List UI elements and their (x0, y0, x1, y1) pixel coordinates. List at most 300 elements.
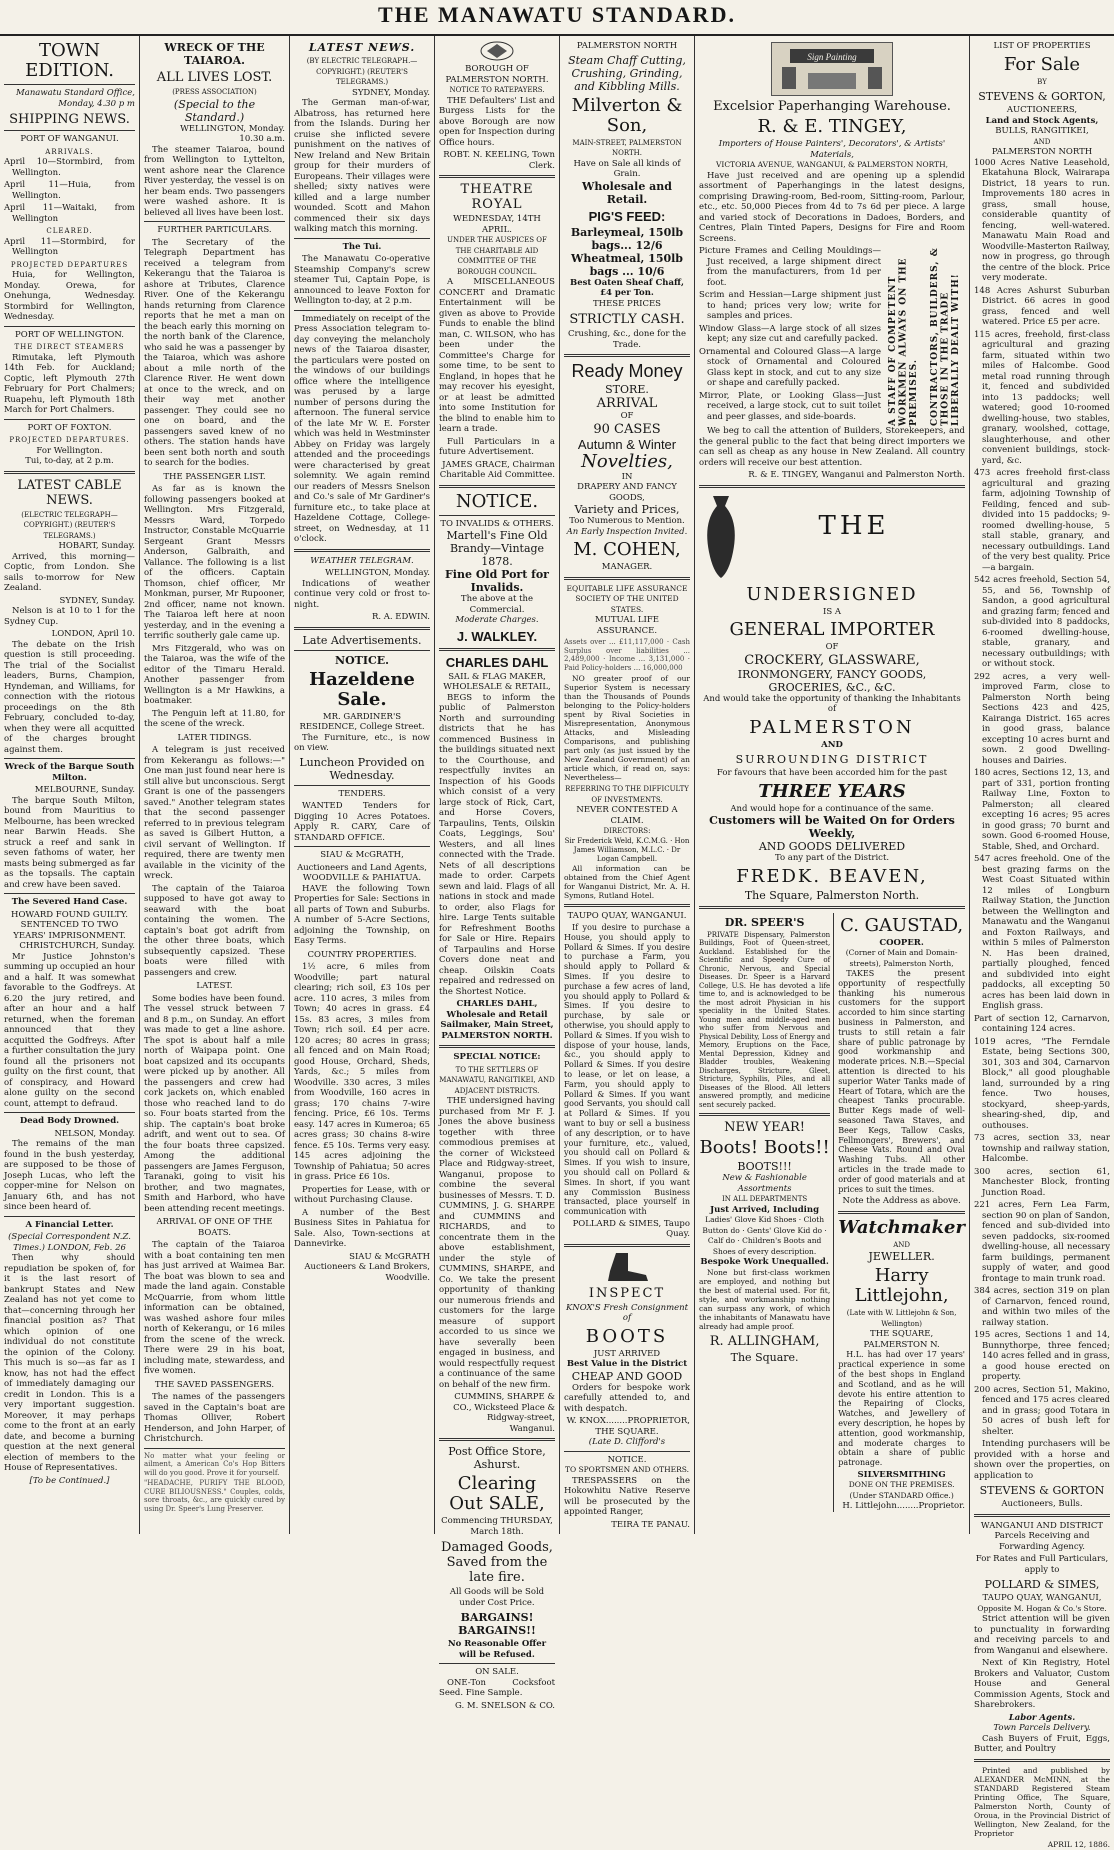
theatre-title: THEATRE ROYAL (439, 182, 555, 212)
post-office-title: Post Office Store, Ashurst. (439, 1445, 555, 1471)
property-item: 221 acres, Fern Lea Farm, section 90 on plan of Sandon, fenced and sub-divided into seven paddocks, six-roomed dwelling-house, all necessary farm buildings, permanent supply of water, and good frontage to main trunk road. (974, 1200, 1110, 1284)
residence-line: MR. GARDINER'S RESIDENCE, College Street. (294, 712, 430, 733)
saved-title: THE SAVED PASSENGERS. (144, 1380, 285, 1391)
dahl-title: CHARLES DAHL (439, 655, 555, 670)
opposite-line: Opposite M. Hogan & Co.'s Store. (974, 1604, 1110, 1615)
weather-sig: R. A. EDWIN. (294, 612, 430, 623)
crockery-line: CROCKERY, GLASSWARE, (699, 653, 965, 668)
directors-text: Sir Frederick Weld, K.C.M.G. · Hon James Williamson, M.L.C. · Dr Logan Campbell. (564, 837, 690, 864)
beaven-header (699, 492, 965, 582)
chaff-line: Steam Chaff Cutting, Crushing, Grinding, and Kibbling Mills. (564, 54, 690, 93)
new-year-title: NEW YEAR! (699, 1120, 830, 1135)
allingham-sig: R. ALLINGHAM, (699, 1334, 830, 1349)
referring-line: REFERRING TO THE DIFFICULTY OF INVESTMENTS. (564, 784, 690, 805)
financial-text: Then why should repudiation be spoken of, for it is the last resort of bankrupt States and New Zealand has not yet come to that—concerning through her financial position as? That which opinion of one individual do not constitute the opinion of the Colony. This much is so—as far as I know, has not had the effect of immediately damaging our credit in London. This is a very important suggestion. Moreover, it may perhaps come to the front at an early date, and become a burning question at the next general election of members to the House of Representatives. (4, 1253, 135, 1474)
trespassers-text: TRESPASSERS on the Hokowhitu Native Reserve will be prosecuted by the appointed Ranger, (564, 1476, 690, 1518)
of-line: OF (564, 411, 690, 422)
too-line: Too Numerous to Mention. (564, 516, 690, 527)
address-line: VICTORIA AVENUE, WANGANUI, & PALMERSTON NORTH, (699, 160, 965, 171)
keeling-sig: ROBT. N. KEELING, Town Clerk. (439, 150, 555, 171)
above-line: The above at the Commercial. (439, 594, 555, 615)
edition-title: TOWN EDITION. (4, 41, 135, 81)
property-item: 1000 Acres Native Leasehold, Ekatahuna Block, Wairarapa District, 18 years to run. Improvements 180 acres in grass, small house, considerable quantity of fencing, well-watered. Manawatu Main Road and Woodville-Masterton Railway, now in progress, go through the centre of the block. Price very moderate. (974, 158, 1110, 284)
notice-2-title: NOTICE. (439, 492, 555, 512)
siau-sig-2: Auctioneers & Land Brokers, Woodville. (294, 1262, 430, 1283)
property-item: 195 acres, Sections 1 and 14, Bunnythorpe, three fenced; 140 acres felled and in grass, a good house erected on property. (974, 1330, 1110, 1383)
passenger-text-2: Mrs Fitzgerald, who was on the Taiaroa, was the wife of the editor of the Timaru Herald. Another passenger from Wellington is a Mr Hawkins, a boatmaker. (144, 644, 285, 707)
martell-line: Martell's Fine Old Brandy—Vintage 1878. (439, 529, 555, 568)
wellington-time: 10.30 a.m. (144, 134, 285, 145)
tui-text: The Manawatu Co-operative Steamship Company's screw steamer Tui, Captain Pope, is announced to leave Foxton for Wellington to-day, at 2 p.m. (294, 254, 430, 307)
column-5 (560, 36, 695, 1534)
prices-line: THESE PRICES (564, 299, 690, 310)
weather-title: WEATHER TELEGRAM. (294, 556, 430, 567)
importers-line: Importers of House Painters', Decorators', & Artists' Materials, (699, 139, 965, 160)
barley-line: Barleymeal, 150lb bags... 12/6 (564, 226, 690, 252)
no-offer-line: No Reasonable Offer will be Refused. (439, 1639, 555, 1660)
hope-line: And would hope for a continuance of the same. (699, 804, 965, 815)
littlejohn-text: H.L. has had over 17 years' practical experience in some of the best shops in England and Scotland, and as he will devote his entire attention to the Repairing of Clocks, Watches, and Jewellery of every description, he hopes by attention, good workmanship, and moderate charges to obtain a share of public patronage. (838, 1350, 965, 1468)
of-line: OF (699, 642, 965, 653)
wreck-milton-title: Wreck of the Barque South Milton. (4, 762, 135, 783)
inspect-title: INSPECT (564, 1286, 690, 1301)
small-ad-2: "HEADACHE, PURIFY THE BLOOD, CURE BILIOUSNESS." Couples, colds, sore throats, &c., are quickly cured by using Dr. Speer's Lung Preserver. (144, 1479, 285, 1513)
sydney-text: Nelson is at 10 to 1 for the Sydney Cup. (4, 606, 135, 627)
invalids-line: TO INVALIDS & OTHERS. (439, 519, 555, 530)
dahl-text: BEGS to inform the public of Palmerston North and surrounding districts that he has commenced Business in the buildings situated next to the Courthouse, and respectfully invites an Inspection of his Goods which consist of a very large stock of Rick, Cart, and Horse Covers, Tarpaulins, Tents, Oilskin Coats, Leggings, Sou' Westers, and all lines connected with the Trade. Nets of all descriptions made to order. Carpets sewn and laid. Flags of all nations in stock and made to order, also Flags for hire. Large Tents suitable for Refreshment Booths for Sale or Hire. Repairs of Tarpaulins and Horse Covers done neat and cheap. Oilskin Coats repaired and redressed on the Shortest Notice. (439, 693, 555, 998)
latest-credit: (BY ELECTRIC TELEGRAPH.—COPYRIGHT.) (REUTER'S TELEGRAMS.) (294, 56, 430, 88)
variety-line: Variety and Prices, (564, 503, 690, 516)
arrival-entry: April 10—Stormbird, from Wellington. (4, 157, 135, 178)
cleared-label: CLEARED. (4, 226, 135, 237)
info-text: All information can be obtained from the Chief Agent for Wanganui District, Mr. A. H. Symons, Rutland Hotel. (564, 864, 690, 900)
cleared-entry: April 11—Stormbird, for Wellington (4, 237, 135, 258)
borough-title: BOROUGH OF PALMERSTON NORTH. (439, 64, 555, 85)
jeweller-line: JEWELLER. (838, 1250, 965, 1263)
hobart-dateline: HOBART, Sunday. (4, 541, 135, 552)
by-line: BY (974, 77, 1110, 88)
cooper-line: COOPER. (838, 938, 965, 949)
property-item: 547 acres freehold. One of the best grazing farms on the West Coast Situated within 12 miles of Longburn Railway Station, the Junction between the Wellington and Manawatu and the Wanganui and Foxton Railways, and within 5 miles of Palmerston N. Has been drained, partially ploughed, fenced and subdivided into eight paddocks, all excepting 50 acres has been laid down in English grass. (974, 854, 1110, 1012)
any-part-line: To any part of the District. (699, 853, 965, 864)
milverton-title: Milverton & Son, (564, 96, 690, 136)
tingey-sig: R. & E. TINGEY, Wanganui and Palmerston North. (699, 470, 965, 481)
dahl-sig: CHARLES DAHL, Wholesale and Retail Sailmaker, Main Street, PALMERSTON NORTH. (439, 999, 555, 1041)
later-title: LATER TIDINGS. (144, 733, 285, 744)
beaven-addr: The Square, Palmerston North. (699, 889, 965, 902)
groceries-line: GROCERIES, &C., &C. (699, 681, 965, 694)
land-stock-line: Land and Stock Agents, (974, 116, 1110, 127)
on-sale-label: ON SALE. (439, 1667, 555, 1678)
tingey-list (699, 246, 881, 426)
boots-title: BOOTS (564, 1327, 690, 1347)
siau-sub: Auctioneers and Land Agents, WOODVILLE & PAHIATUA. (294, 863, 430, 884)
printed-text: Printed and published by ALEXANDER McMINN, at the STANDARD Registered Steam Printing Office, The Square, Palmerston North, County of Oroua, in the Provincial District of Wellington, New Zealand, for the Proprietor (974, 1766, 1110, 1838)
port-line: Fine Old Port for Invalids. (439, 568, 555, 594)
cummins-sig: CUMMINS, SHARPE & CO., Wicksteed Place & Ridgway-street, Wanganui. (439, 1392, 555, 1434)
taupo-title: TAUPO QUAY, WANGANUI. (564, 911, 690, 922)
window-item: Window Glass—A large stock of all sizes kept; any size cut and carefully packed. (699, 324, 881, 345)
all-goods-line: All Goods will be Sold under Cost Price. (439, 1587, 555, 1608)
snelson-sig: G. M. SNELSON & CO. (439, 1701, 555, 1712)
pn-label: PALMERSTON NORTH (564, 41, 690, 52)
sydney-dateline: SYDNEY, Monday. (294, 88, 430, 99)
property-item: 148 Acres Ashurst Suburban District. 66 acres in good grass, fenced and well watered. Price £5 per acre. (974, 286, 1110, 328)
late-ads-title: Late Advertisements. (294, 634, 430, 647)
favours-line: For favours that have been accorded him for the past (699, 768, 965, 779)
all-depts-line: IN ALL DEPARTMENTS (699, 1194, 830, 1205)
the-square-line: THE SQUARE, PALMERSTON N. (838, 1329, 965, 1350)
office-line: Manawatu Standard Office, (4, 88, 135, 99)
knox-sig: W. KNOX........PROPRIETOR, (564, 1416, 690, 1427)
wanganui-port-title: PORT OF WANGANUI. (4, 134, 135, 145)
allingham-square: The Square. (699, 1351, 830, 1364)
littlejohn-title: Harry Littlejohn, (838, 1266, 965, 1306)
gaustad-block (838, 913, 965, 1512)
parcels-title: WANGANUI AND DISTRICT Parcels Receiving and Forwarding Agency. (974, 1521, 1110, 1553)
undersigned-title: UNDERSIGNED (699, 585, 965, 605)
cash-line: STRICTLY CASH. (564, 312, 690, 327)
arrival-boat-text: The captain of the Taiaroa with a boat containing ten men has just arrived at Waimea Bar. The boat was blown to sea and made the land again. Constable McQuarrie, from whom little information can be obtained, was washed ashore four miles north of Kekerangu, or 16 miles from the scene of the wreck. There were 29 in his boat, including mate, stewardess, and five women. (144, 1240, 285, 1377)
watchmaker-title: Watchmaker (838, 1218, 965, 1238)
property-item: 300 acres, section 61, Manchester Block, fronting Junction Road. (974, 1167, 1110, 1199)
albatross-text: The German man-of-war, Albatross, has returned here from the Islands. During her cruise she inflicted severe punishment on the natives of New Ireland and New Britain group for their murders of Europeans. Their villages were shelled; sixty natives were killed and a large number wounded. Scott and Mahon commenced their six days walking match this morning. (294, 98, 430, 235)
the-line: THE (743, 512, 965, 540)
three-years-line: THREE YEARS (699, 782, 965, 802)
speer-block (699, 913, 834, 1512)
wholesale-line: Wholesale and Retail. (564, 180, 690, 206)
london-text: The debate on the Irish question is still proceeding. The trial of the Socialist leaders, Burns, Champion, Hyndeman, and Williams, for connection with the riotous proceedings on the 8th February, concluded to-day, when they were all acquitted of the charges brought against them. (4, 640, 135, 756)
general-importer: GENERAL IMPORTER (699, 620, 965, 640)
strict-text: Strict attention will be given to punctuality in forwarding and receiving parcels to and from Wanganui and elsewhere. (974, 1614, 1110, 1656)
surrounding-line: SURROUNDING DISTRICT (699, 753, 965, 766)
lease-text: Properties for Lease, with or without Purchasing Clause. (294, 1185, 430, 1206)
side-banner-2-text: CONTRACTORS, BUILDERS, & THOSE IN THE TRADE LIBERALLY DEALT WITH! (930, 246, 962, 426)
country-title: COUNTRY PROPERTIES. (294, 950, 430, 961)
further-text: The Secretary of the Telegraph Department has received a telegram from Kekerangu that the Taiaroa is ashore at Tributes, Clarence River. One of the Kekerangu hands returning from Clarence reports that he met a man on the beach early this morning on the north bank of the Clarence, who said he was a passenger by the Taiaroa, which was ashore about a mile north of the Clarence River. He went down at once to the wreck, and on their way met another passenger. They could see no one on board, and the passengers saved knew of no others. The station hands have been sent both north and south to search for the bodies. (144, 238, 285, 469)
shipping-title: SHIPPING NEWS. (4, 112, 135, 127)
attention-text: We beg to call the attention of Builders, Storekeepers, and the general public to the fact that being direct importers we can sell as cheap as any house in New Zealand. All country orders will receive our best attention. (699, 426, 965, 468)
just-arrived-line: Just Arrived, Including (699, 1205, 830, 1216)
beaven-sig: FREDK. BEAVEN, (699, 867, 965, 887)
intending-text: Intending purchasers will be provided with a horse and shown over the properties, on application to (974, 1439, 1110, 1481)
and-line: AND (974, 137, 1110, 148)
square-line: THE SQUARE. (564, 1427, 690, 1438)
boot-illustration-icon (602, 1251, 652, 1283)
printed-date: APRIL 12, 1886. (974, 1840, 1110, 1850)
oaten-line: Best Oaten Sheaf Chaff, £4 per Ton. (564, 278, 690, 299)
column-6 (695, 36, 970, 1534)
tingey-text: Have just received and are opening up a splendid assortment of Paperhangings in the latest designs, comprising Drawing-room, Bed-room, Sitting-room, Parlour, etc., etc. 50,000 Pieces from 4d to 7s 6d per piece. A large and varied stock of Decorations in Dadoes, Borders, and Centres, Plain Tinted Papers, Designs for Fire and Room Screens. (699, 171, 965, 245)
wellington-dateline: WELLINGTON, Monday. (144, 124, 285, 135)
wheat-line: Wheatmeal, 150lb bags ... 10/6 (564, 252, 690, 278)
settlers-line: TO THE SETTLERS OF MANAWATU, RANGITIKEI, AND ADJACENT DISTRICTS. (439, 1065, 555, 1097)
cohen-sig: M. COHEN, (564, 540, 690, 560)
list-of-title: LIST OF PROPERTIES (974, 41, 1110, 52)
london-dateline: LONDON, April 10. (4, 629, 135, 640)
all-lives-title: ALL LIVES LOST. (144, 70, 285, 85)
business-text: A number of the Best Business Sites in Pahiatua for Sale. Also, Town-sections at Dannevirke. (294, 1208, 430, 1250)
sydney-dateline: SYDNEY, Sunday. (4, 596, 135, 607)
property-item: 73 acres, section 33, near township and railway station, Halcombe. (974, 1133, 1110, 1165)
arrival-line: ARRIVAL (564, 396, 690, 411)
sentenced-subhead: SENTENCED TO TWO YEARS' IMPRISONMENT. (4, 920, 135, 941)
littlejohn-sig: H. Littlejohn........Proprietor. (838, 1501, 965, 1512)
continued-note: [To be Continued.] (4, 1476, 135, 1487)
defaulters-text: THE Defaulters' List and Burgess Lists for the above Borough are now open for Inspection during Office hours. (439, 96, 555, 149)
tingey-details (699, 246, 965, 426)
pollard-title: POLLARD & SIMES, (974, 1578, 1110, 1591)
pn-line: PALMERSTON NORTH (974, 147, 1110, 158)
ready-money-title: Ready Money (564, 361, 690, 381)
foxton-projected: PROJECTED DEPARTURES. (4, 435, 135, 446)
severed-hand-text: Mr Justice Johnston's summing up occupied an hour and a half. It was somewhat favorable to the Godfreys. At 6.20 the jury retired, and after an hour and a half returned, when the foreman announced that they acquitted the Godfreys. After a further consultation the jury found all the prisoners not guilty on the first count, that of conspiracy, and Howard alone guilty on the second count, attempt to defraud. (4, 952, 135, 1110)
crushing-line: Crushing, &c., done for the Trade. (564, 329, 690, 350)
equitable-text: NO greater proof of our Superior System is necessary than the Thousands of Pounds belonging to the Policy-holders spent by Rival Societies in Misrepresentation, Anonymous Attacks, and Misleading Comparisons, and publishing part only (as just issued by the New Zealand Government) of an article which, if read on, says: Nevertheless— (564, 674, 690, 782)
special-credit: (Special to the Standard.) (144, 98, 285, 124)
damaged-line: Damaged Goods, Saved from the late fire. (439, 1540, 555, 1585)
notice-label: NOTICE. (564, 1455, 690, 1466)
weather-dateline: WELLINGTON, Monday. (294, 568, 430, 579)
items-line: Ladies' Glove Kid Shoes · Cloth Button do · Gents' Glove Kid do · Calf do · Children's Boots and Shoes of every description. (699, 1215, 830, 1257)
best-value-line: Best Value in the District (564, 1359, 690, 1370)
latest-text: Some bodies have been found. The vessel struck between 7 and 8 p.m., on Sunday. An effort was made to get a line ashore. The spot is about half a mile north of Waipapa point. One boat capsized and its occupants were picked up by another. All the passengers and crew had cork jackets on, which enabled those who reached land to do so. Four boats started from the ship. The captain's boat broke adrift, and went out to sea. Of the four boats three capsized. Among the additional passengers are James Ferguson, Taranaki, going to visit his brother, and two magnates, Smith and Harbord, who have been attending recent meetings. (144, 994, 285, 1215)
vase-illustration-icon (699, 492, 743, 582)
hobart-text: Arrived, this morning—Coptic, from London. She sails to-morrow for New Zealand. (4, 552, 135, 594)
property-item: 200 acres, Section 51, Makino, fenced and 175 acres cleared and in grass; good Totara in 50 acres of bush left for shelter. (974, 1385, 1110, 1438)
borough-crest-icon (479, 40, 515, 62)
notice-ratepayers: NOTICE TO RATEPAYERS. (439, 85, 555, 96)
guilty-subhead: HOWARD FOUND GUILTY. (4, 910, 135, 921)
column-1 (0, 36, 140, 1534)
saved-text: The names of the passengers saved in the Captain's boat are Thomas Olliver, Robert Henderson, and John Harper, of Christchurch. (144, 1392, 285, 1445)
wellington-port-title: PORT OF WELLINGTON. (4, 330, 135, 341)
silversmithing-line: SILVERSMITHING (838, 1470, 965, 1481)
press-credit: (PRESS ASSOCIATION) (144, 87, 285, 98)
hazeldene-title: Hazeldene Sale. (294, 670, 430, 710)
cash-buyers-text: Cash Buyers of Fruit, Eggs, Butter, and Poultry (974, 1734, 1110, 1755)
notice-title: NOTICE. (294, 654, 430, 667)
note-addr-line: Note the Address as above. (838, 1196, 965, 1207)
property-item: 1019 acres, "The Ferndale Estate, being Sections 300, 301, 303 and 304, Carnarvon Block," all good ploughable land, surrounded by a ring fence. Two houses, stockyard, sheep-yards, shearing-shed, dip, and outhouses. (974, 1037, 1110, 1132)
column-4 (435, 36, 560, 1534)
goods-line: AND GOODS DELIVERED (699, 840, 965, 853)
mutual-line: MUTUAL LIFE ASSURANCE. (564, 615, 690, 636)
new-fashion-line: New & Fashionable Assortments (699, 1173, 830, 1194)
stevens-sig: STEVENS & GORTON (974, 1484, 1110, 1497)
directors-label: DIRECTORS: (564, 826, 690, 837)
taupo-text: If you desire to purchase a House, you should apply to Pollard & Simes. If you desire to purchase a Farm, you should apply to Pollard & Simes. If you desire to purchase a few acres of land, you should apply to Pollard & Simes. If you desire to purchase, by sale or otherwise, you should apply to Pollard & Simes. If you wish to dispose of your house, lands, &c., you should apply to Pollard & Simes. If you desire to lease, or let on lease, a Farm, you should apply to Pollard & Simes. If you want good Servants, you should call at Pollard & Simes. If you want to buy or sell a business of any description, or to have your furniture, etc., valued, you should call on Pollard & Simes. If you wish to insure, you should call on Pollard & Simes. In short, if you want any Commission Business transacted, place yourself in communication with (564, 923, 690, 1217)
wreck-text: The steamer Taiaroa, bound from Wellington to Lyttelton, went ashore near the Clarence River yesterday, the vessel is on her beam ends. Two passengers were washed ashore. It is believed all lives have been lost. (144, 145, 285, 219)
property-item: 180 acres, Sections 12, 13, and part of 331, portion fronting Railway Line, Foxton to Palmerston; all cleared excepting 16 acres; 95 acres in good grass; 70 burnt and sown. Good 6-roomed House, Stable, Shed, and Orchard. (974, 768, 1110, 852)
walkley-sig: J. WALKLEY. (439, 629, 555, 644)
side-banner-2 (927, 246, 965, 426)
property-item: 542 acres freehold, Section 54, 55, and 56, Township of Sandon, a good agricultural and grazing farm; fenced and sub-divided into 8 paddocks, 6-roomed dwelling-house, stable, granary, and necessary outbuildings; with or without stock. (974, 575, 1110, 670)
tenders-title: TENDERS. (294, 789, 430, 800)
mirror-item: Mirror, Plate, or Looking Glass—Just received, a large stock, cut to suit toilet and peer glasses, and side-boards. (699, 391, 881, 423)
wreck-milton-text: The barque South Milton, bound from Mauritius to Melbourne, has been wrecked near Barwin Heads. She struck a reef and sank in seven fathoms of water, her masts being submerged as far as the topsails. The captain and crew have been saved. (4, 796, 135, 891)
financial-title: A Financial Letter. (4, 1220, 135, 1231)
cases-line: 90 CASES (564, 422, 690, 437)
foxton-port-title: PORT OF FOXTON. (4, 423, 135, 434)
small-ad: No matter what your feeling or ailment, a American Co's Hop Bitters will do you good. Prove it for yourself. (144, 1452, 285, 1478)
projected-text: Huia, for Wellington, Monday. Orewa, for Onehunga, Wednesday. Stormbird for Wellington, Wednesday. (4, 270, 135, 323)
foxton-tui: Tui, to-day, at 2 p.m. (4, 456, 135, 467)
later-text-2: The captain of the Taiaroa supposed to have got away to seaward with the boat containing the women. The captain's boat got adrift from the other three boats, which subsequently capsized. These boats were filled with passengers and crew. (144, 884, 285, 979)
siau-sig: SIAU & McGRATH (294, 1252, 430, 1263)
bargains-line: BARGAINS! BARGAINS!! (439, 1611, 555, 1637)
equitable-title: EQUITABLE LIFE ASSURANCE SOCIETY OF THE UNITED STATES. (564, 584, 690, 616)
further-title: FURTHER PARTICULARS. (144, 225, 285, 236)
lower-split (699, 913, 965, 1512)
dead-body-text: The remains of the man found in the bush yesterday, are supposed to be those of Joseph Lucas, who left the copper-mine for Nelson on January 6th, and has not since been heard of. (4, 1139, 135, 1213)
dahl-sub: SAIL & FLAG MAKER, WHOLESALE & RETAIL, (439, 672, 555, 693)
auctioneers-line: AUCTIONEERS, (974, 105, 1110, 116)
bespoke-line: Bespoke Work Unequalled. (699, 1257, 830, 1268)
tingey-title: R. & E. TINGEY, (699, 117, 965, 137)
pollard-sig: POLLARD & SIMES, Taupo Quay. (564, 1219, 690, 1240)
early-line: An Early Inspection Invited. (564, 527, 690, 538)
ironmongery-line: IRONMONGERY, FANCY GOODS, (699, 668, 965, 681)
furniture-line: The Furniture, etc., is now on view. (294, 733, 430, 754)
corner-line: (Corner of Main and Domain-streets), Palmerston North, (838, 948, 965, 969)
property-item: 115 acres, freehold, first-class agricultural and grazing farm, situated within two miles of Halcombe. Good metal road running through it, fenced and subdivided into 13 paddocks; well watered; good 10-roomed dwelling-house, two stables, granary, woolshed, cottage, slaughterhouse, and other convenient buildings, stock-yard, &c. (974, 330, 1110, 467)
and-label: AND (838, 1240, 965, 1251)
tenders-text: WANTED Tenders for Digging 10 Acres Potatoes. Apply R. CARY, Care of STANDARD OFFICE. (294, 801, 430, 843)
novelties-line: Novelties, (564, 452, 690, 472)
full-particulars: Full Particulars in a future Advertisement. (439, 437, 555, 458)
gaustad-text: TAKES the present opportunity of respectfully thanking his numerous customers for the support accorded to him since starting business in Palmerston, and trusts to still retain a fair share of public patronage by good workmanship and moderate prices. N.B.—Special attention is directed to his superior Water Tanks made of Heart of Totara, which are the cheapest Tanks procurable. Butter Kegs made of well-seasoned Tawa Staves, and Beer Kegs, Tallow Casks, Fellmongers', Brewers', and Cheese Vats. Round and Oval Washing Tubs. All other articles in the trade made to order of good materials and at prices to suit the times. (838, 969, 965, 1194)
country-text: 1½ acre, 6 miles from Woodville; part natural clearing; rich soil, £3 10s per acre. 110 acres, 3 miles from Town; 40 acres in grass. £4 15s. 83 acres, 3 miles from Town; rich soil. £4 per acre. 120 acres; 80 acres in grass; all fenced and on Main Road; good House, Orchard, Sheds, Yards, &c.; 5 miles from Woodville. 330 acres, 3 miles from Woodville, 160 acres in grass; 170 chains 7-wire fencing. Price, £6 10s. Terms easy. 147 acres in Kumeroa; 65 acres grass; 30 chains 8-wire fence. £5 10s. Terms very easy. 145 acres adjoining the Township of Pahiatua; 50 acres in grass. Price £6 10s. (294, 962, 430, 1183)
late-line: (Late D. Clifford's (564, 1437, 690, 1448)
boots-boots-title: Boots! Boots!! (699, 1138, 830, 1158)
gaustad-title: C. GAUSTAD, (838, 916, 965, 936)
sportsmen-line: TO SPORTSMEN AND OTHERS. (564, 1465, 690, 1476)
rates-line: For Rates and Full Particulars, apply to (974, 1554, 1110, 1575)
clearing-title: Clearing Out SALE, (439, 1474, 555, 1514)
moderate-line: Moderate Charges. (439, 615, 555, 626)
speer-text: PRIVATE Dispensary, Palmerston Buildings, Foot of Queen-street, Auckland. Established for the Scientific and Speedy Cure of Chronic, Nervous, and Special Diseases. Dr. Speer is a Harvard College, U.S. He has devoted a life time to, and is acknowledged to be the most adroit Physician in his speciality in the United States. Young men and middle-aged men who suffer from Nervous and Physical Debility, Loss of Energy and Memory, Eruptions on the Face, Mental Depression, Kidney and Bladder troubles, Weakening Discharges, Stricture, Gleet, Stricture, Syphilis, Piles, and all Diseases of the Blood. All letters answered promptly, and medicine sent securely packed. (699, 931, 830, 1110)
weather-text: Indications of weather continue very cold or frost to-night. (294, 579, 430, 611)
would-take-line: And would take the opportunity of thanking the Inhabitants of (699, 694, 965, 715)
projected-label: PROJECTED DEPARTURES (4, 260, 135, 271)
late-with-line: (Late with W. Littlejohn & Son, Wellington) (838, 1308, 965, 1329)
severed-hand-title: The Severed Hand Case. (4, 897, 135, 908)
siau-title: SIAU & McGRATH, (294, 850, 430, 861)
later-text: A telegram is just received from Kekerangu as follows:—" One man just found near here is still alive but unconscious. Sergt Grant is one of the passengers saved." Another telegram states that the second passenger referred to in previous telegram as saved is Gilbert Hutton, a civil servant of Wellington. If required, there are twenty men available in the vicinity of the wreck. (144, 745, 285, 882)
orders-line: Orders for bespoke work carefully attended to, and with despatch. (564, 1383, 690, 1415)
beaven-heading (743, 492, 965, 582)
property-item: 473 acres freehold first-class agricultural and grazing farm, adjoining Township of Feilding, fenced and sub-divided into 15 paddocks; 9-roomed dwelling-house, 5 stall stable, granary, and necessary outbuildings. Land of the very best quality. Price—a bargain. (974, 468, 1110, 573)
penguin-text: The Penguin left at 11.80, for the scene of the wreck. (144, 709, 285, 730)
masthead: THE MANAWATU STANDARD. (0, 0, 1114, 36)
special-notice-title: SPECIAL NOTICE: (439, 1052, 555, 1063)
knox-line: KNOX'S Fresh Consignment of (564, 1303, 690, 1324)
manager-line: MANAGER. (564, 562, 690, 573)
town-parcels-line: Town Parcels Delivery. (974, 1723, 1110, 1734)
speer-title: DR. SPEER'S (699, 916, 830, 929)
pigs-title: PIG'S FEED: (564, 209, 690, 224)
concert-text: A MISCELLANEOUS CONCERT and Dramatic Entertainment will be given as above to Provide Funds to enable the blind man, C. WILSON, who has been under the Committee's Charge for some time, to be sent to England, in hopes that he may recover his eyesight, or at least be admitted into some Institution for the blind to enable him to learn a trade. (439, 277, 555, 435)
next-kin-text: Next of Kin Registry, Hotel Brokers and Valuator, Custom House and General Commission Agents, Stock and Sharebrokers. (974, 1658, 1110, 1711)
arrivals-label: ARRIVALS. (4, 147, 135, 158)
workmen-illustration-icon (772, 43, 892, 95)
passenger-title: THE PASSENGER LIST. (144, 472, 285, 483)
teira-sig: TEIRA TE PANAU. (564, 1520, 690, 1531)
tui-title: The Tui. (294, 242, 430, 253)
excelsior-banner: Excelsior Paperhanging Warehouse. (699, 99, 965, 114)
cable-credit: (ELECTRIC TELEGRAPH—COPYRIGHT.) (REUTER'S TELEGRAMS.) (4, 510, 135, 542)
direct-steamers-label: THE DIRECT STEAMERS (4, 342, 135, 353)
nelson-dateline: NELSON, Monday. (4, 1129, 135, 1140)
stevens-sub: Auctioneers, Bulls. (974, 1499, 1110, 1510)
local-news-text: Immediately on receipt of the Press Association telegram to-day conveying the melancholy news of the Taiaroa disaster, the particulars were posted on the windows of our buildings office where the intelligence was perused by a large number of persons during the afternoon. The funeral service of the late Mr W. E. Forster which was held in Westminster Abbey on Friday was largely attended and the proceedings were characterised by great solemnity. We again remind our readers of Messrs Snelson and Co.'s sale of Mr Gardiner's furniture etc., to take place at Hazeldene Cottage, College-street, on Wednesday, at 11 o'clock. (294, 314, 430, 545)
store-line: STORE. (564, 383, 690, 396)
just-arrived-line: JUST ARRIVED (564, 1349, 690, 1360)
side-banner-1 (885, 246, 923, 426)
latest-news-title: LATEST NEWS. (294, 41, 430, 54)
have-sale-line: Have on Sale all kinds of Grain. (564, 159, 690, 180)
steamers-text: Rimutaka, left Plymouth 14th Feb. for Auckland; Coptic, left Plymouth 27th February for Port Chalmers; Ruapehu, left Plymouth 18th March for Port Chalmers. (4, 353, 135, 416)
settlers-text: THE undersigned having purchased from Mr F. J. Jones the above business together with three commodious premises at the corner of Wicksteed Place and Ridgway-street, Wanganui, propose to combine the several businesses of Messrs. T. D. CUMMINS, J. G. SHARPE and CUMMINS and RICHARDS, and to concentrate them in the above establishment, under the style of CUMMINS, SHARPE, and Co. We take the present opportunity of thanking our numerous friends and customers for the large measure of support accorded to us since we have severally been engaged in business, and would respectfully request a continuance of the same on behalf of the new firm. (439, 1096, 555, 1390)
taiaroa-title: WRECK OF THE TAIAROA. (144, 41, 285, 67)
for-sale-title: For Sale (974, 55, 1110, 75)
dead-body-title: Dead Body Drowned. (4, 1116, 135, 1127)
arrival-entry: April 11—Huia, from Wellington. (4, 180, 135, 201)
cheap-line: CHEAP AND GOOD (564, 1370, 690, 1383)
arrival-boat-title: ARRIVAL OF ONE OF THE BOATS. (144, 1217, 285, 1238)
auspices-line: UNDER THE AUSPICES OF THE CHARITABLE AID COMMITTEE OF THE BOROUGH COUNCIL. (439, 235, 555, 277)
passenger-text: As far as is known the following passengers booked at Wellington. Mrs Fitzgerald, Messrs Ward, Torpedo Instructor, Constable McQuarrie Sergeant Grant Messrs Anderson, Galbraith, and Vallance. The following is a list of the officers. Captain Thomson, chief officer, Mr Monkman, purser, Mr Rupooner, 2nd officer, name not known. The Taiaroa left here at noon yesterday, and in the evening a terrific southerly gale came up. (144, 484, 285, 642)
property-item: 292 acres, a very well-improved Farm, close to Palmerston North being Sections 423 and 425, Kairanga District. 165 acres in good grass, balance excepting 10 acres burnt and sown. 2 good Dwelling-houses and Dairies. (974, 672, 1110, 767)
commencing-line: Commencing THURSDAY, March 18th. (439, 1516, 555, 1537)
scrim-item: Scrim and Hessian—Large shipment just to hand; prices very low; write for samples and prices. (699, 290, 881, 322)
boots3-line: BOOTS!!! (699, 1160, 830, 1173)
in-line: IN (564, 472, 690, 483)
stevens-title: STEVENS & GORTON, (974, 90, 1110, 103)
column-2 (140, 36, 290, 1534)
property-item: Part of section 12, Carnarvon, containing 124 acres. (974, 1014, 1110, 1035)
customers-line: Customers will be Waited On for Orders Weekly, (699, 814, 965, 840)
is-a-line: IS A (699, 607, 965, 618)
time-line: Monday, 4.30 p m (4, 99, 135, 110)
under-line: (Under STANDARD Office.) (838, 1491, 965, 1502)
theatre-date: WEDNESDAY, 14TH APRIL. (439, 214, 555, 235)
palmerston-title: PALMERSTON (699, 718, 965, 738)
side-banner-1-text: A STAFF OF COMPETENT WORKMEN ALWAYS ON THE PREMISES. (888, 246, 920, 426)
main-st-line: MAIN-STREET, PALMERSTON NORTH. (564, 138, 690, 159)
luncheon-line: Luncheon Provided on Wednesday. (294, 756, 430, 782)
arrival-entry: April 11—Waitaki, from Wellington (4, 203, 135, 224)
taupo-line: TAUPO QUAY, WANGANUI, (974, 1593, 1110, 1604)
drapery-line: DRAPERY AND FANCY GOODS, (564, 482, 690, 503)
financial-sub: (Special Correspondent N.Z. Times.) LONDON, Feb. 26 (4, 1232, 135, 1253)
bespoke-text: None but first-class workmen are employed, and nothing but the best of material used. For fit, style, and workmanship nothing can surpass any work, of which the inhabitants of Manawatu have already had ample proof. (699, 1268, 830, 1331)
and-line: AND (699, 740, 965, 751)
column-7 (970, 36, 1114, 1534)
paperhanging-illustration (771, 42, 893, 96)
grace-sig: JAMES GRACE, Chairman Charitable Aid Committee. (439, 460, 555, 481)
column-3 (290, 36, 435, 1534)
svg-text:Sign Painting: Sign Painting (807, 52, 857, 62)
cable-title: LATEST CABLE NEWS. (4, 478, 135, 508)
latest-title: LATEST. (144, 981, 285, 992)
autumn-line: Autumn & Winter (564, 437, 690, 452)
property-item: 384 acres, section 319 on plan of Carnarvon, fenced round, and within two miles of the railway station. (974, 1286, 1110, 1328)
assets-table: Assets over ... £11,117,000 · Cash Surplus over liabilities ... 2,489,000 · Income ... 3,131,000 · Paid Policy-holders ... 16,000,000 (564, 638, 690, 672)
melbourne-dateline: MELBOURNE, Sunday. (4, 785, 135, 796)
labor-line: Labor Agents. (974, 1713, 1110, 1724)
